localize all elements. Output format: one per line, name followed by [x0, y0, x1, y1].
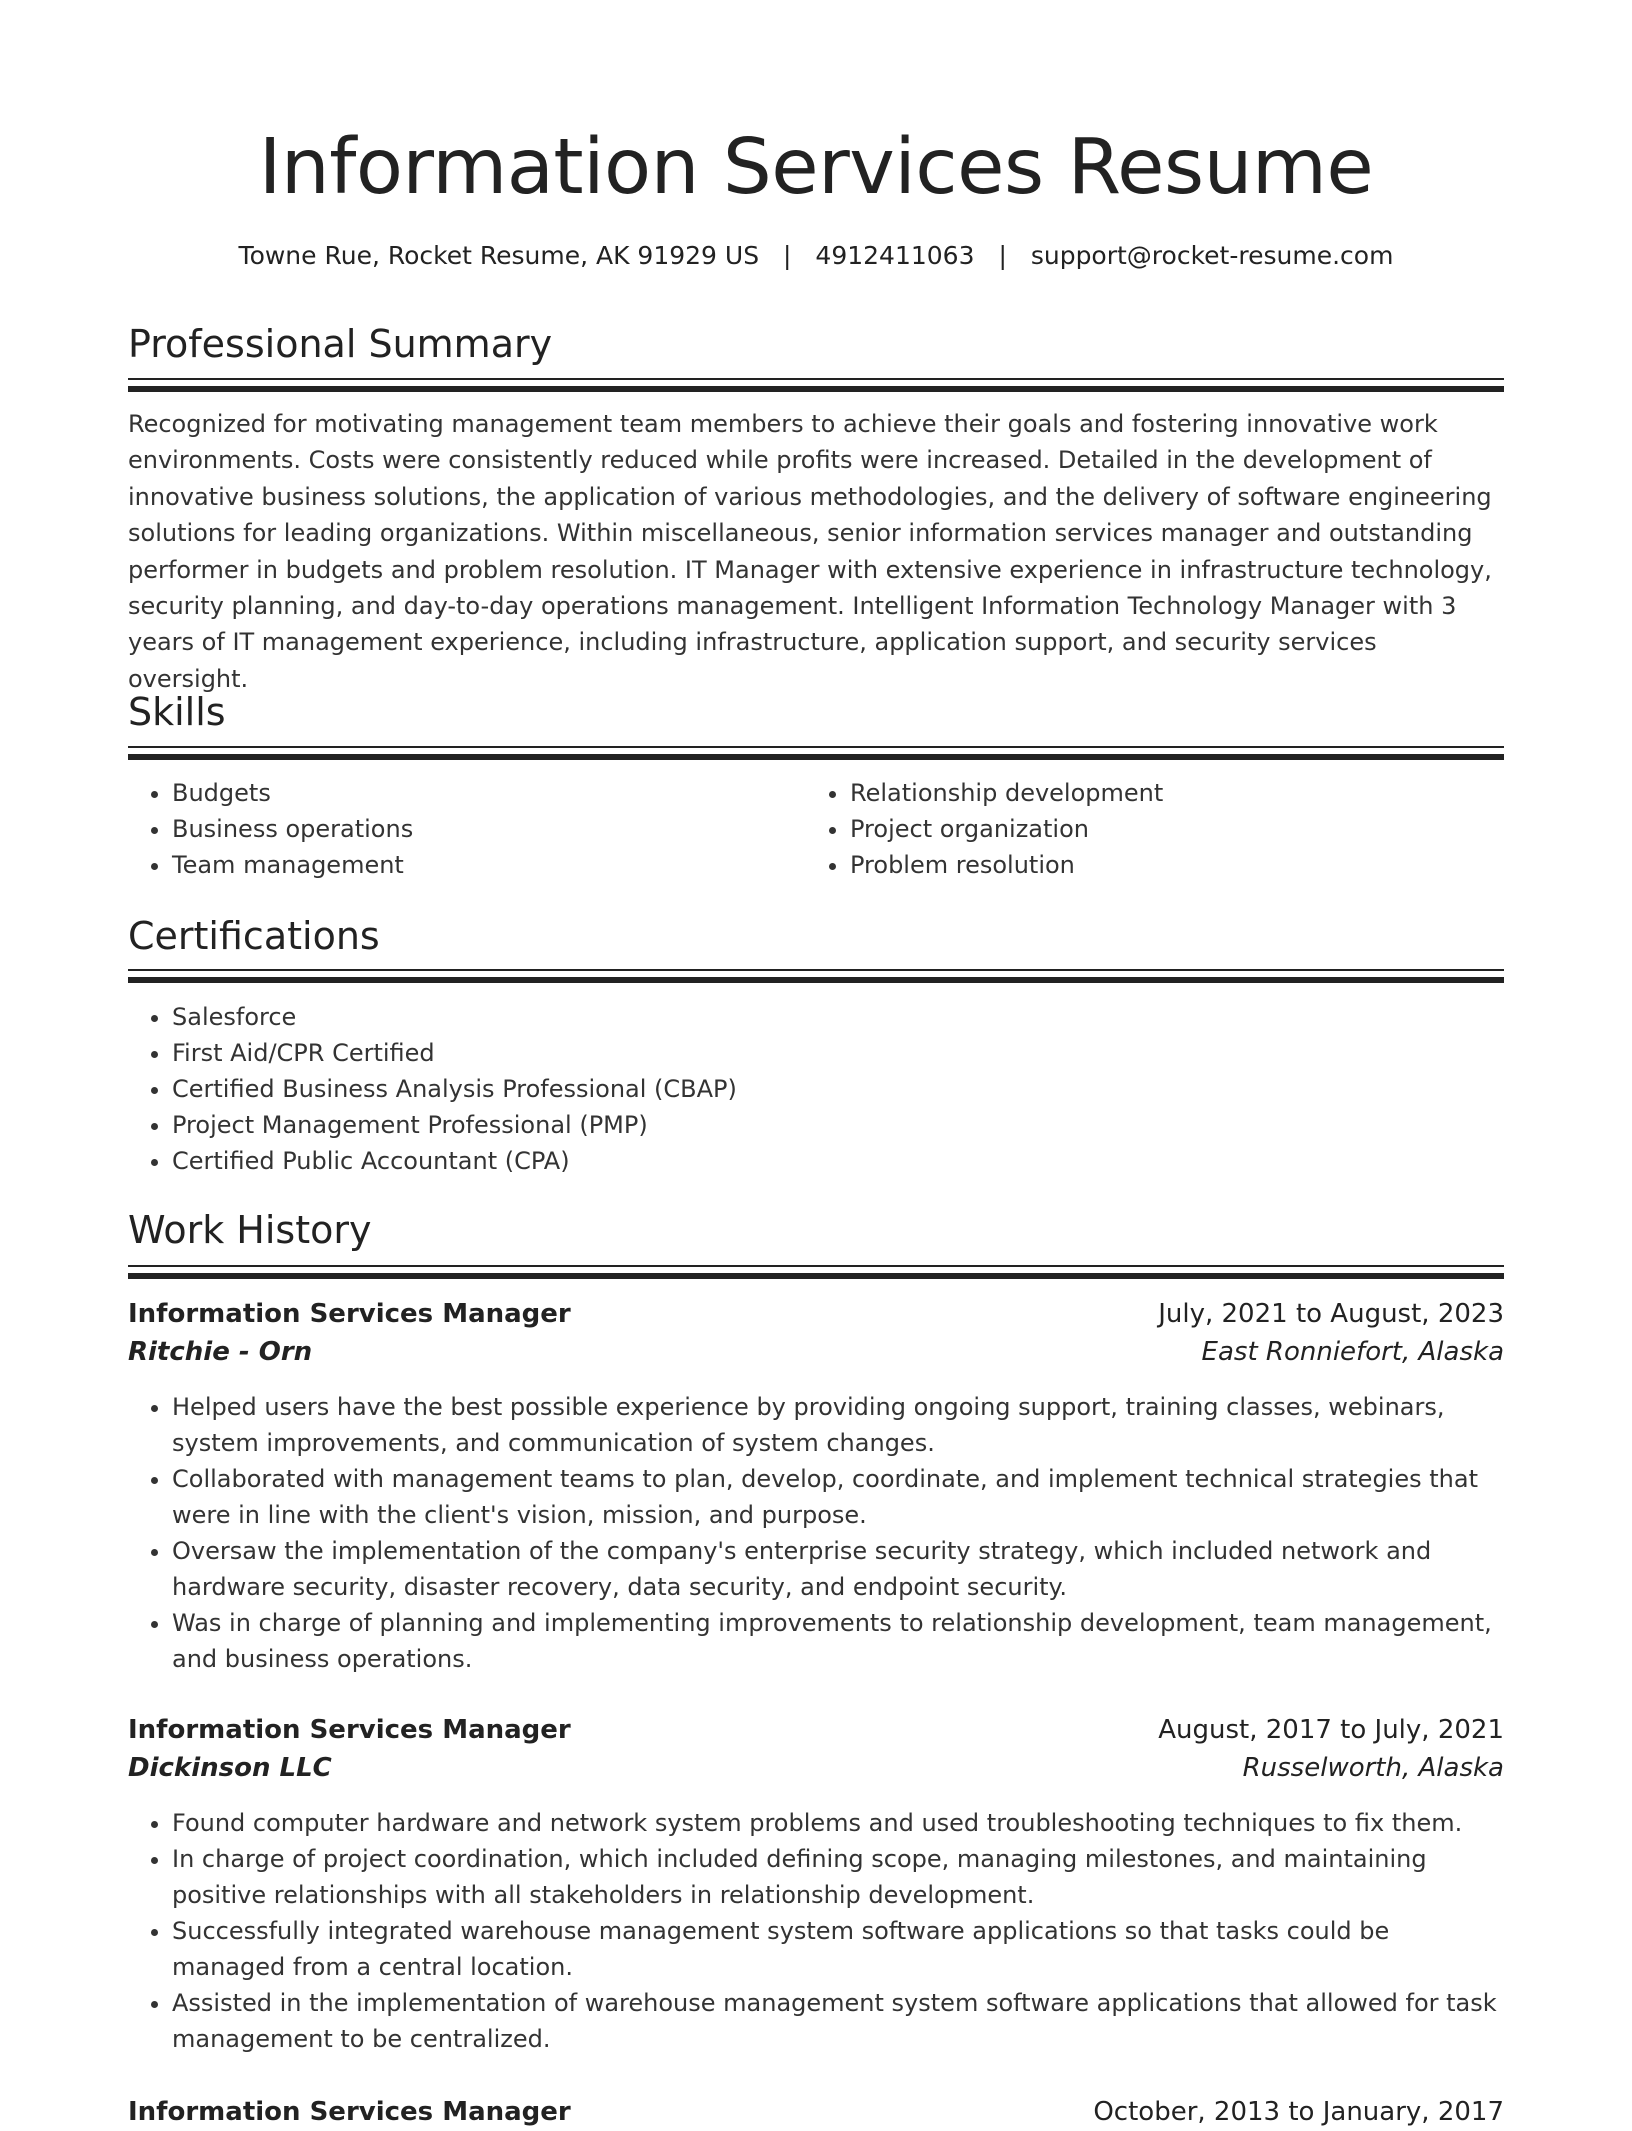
- job-title: Information Services Manager: [128, 1715, 571, 1745]
- certification-item: • Certified Public Accountant (CPA): [172, 1143, 1504, 1179]
- contact-phone: 4912411063: [815, 241, 975, 270]
- contact-address: Towne Rue, Rocket Resume, AK 91929 US: [238, 241, 760, 270]
- job-header: [128, 1711, 1504, 1783]
- skills-list-right: [806, 775, 1500, 883]
- section-divider: [128, 746, 1504, 760]
- job-duties: [128, 1805, 1504, 2057]
- duty-item: • Helped users have the best possible experience by providing ongoing support, training classes, webinars, system improvements, and communication of system changes.: [172, 1389, 1504, 1461]
- section-title-skills: Skills: [128, 690, 226, 734]
- section-title-certifications: Certifications: [128, 914, 380, 958]
- certification-item: • Salesforce: [172, 999, 1504, 1035]
- job-company: Ritchie - Orn: [128, 1337, 313, 1367]
- section-divider: [128, 1265, 1504, 1279]
- job-title: Information Services Manager: [128, 2097, 571, 2127]
- summary-text: Recognized for motivating management team members to achieve their goals and fostering innovative work environments. Costs were consistently reduced while profits were increased. Detailed in the development of innovative business solutions, the application of various methodologies, and the delivery of software engineering solutions for leading organizations. Within miscellaneous, senior information services manager and outstanding performer in budgets and problem resolution. IT Manager with extensive experience in infrastructure technology, security planning, and day-to-day operations management. Intelligent Information Technology Manager with 3 years of IT management experience, including infrastructure, application support, and security services oversight.: [128, 410, 1492, 693]
- certification-item: • First Aid/CPR Certified: [172, 1035, 1504, 1071]
- job-header: [128, 1295, 1504, 1367]
- job-dates: August, 2017 to July, 2021: [1158, 1715, 1504, 1745]
- certifications-list: [128, 999, 1504, 1179]
- skill-item: • Project organization: [850, 811, 1500, 847]
- duty-item: • Oversaw the implementation of the company's enterprise security strategy, which included network and hardware security, disaster recovery, data security, and endpoint security.: [172, 1533, 1504, 1605]
- section-title-work-history: Work History: [128, 1208, 372, 1252]
- section-divider: [128, 969, 1504, 983]
- resume-title: Information Services Resume: [258, 123, 1374, 212]
- duty-item: • Collaborated with management teams to plan, develop, coordinate, and implement technical strategies that were in line with the client's vision, mission, and purpose.: [172, 1461, 1504, 1533]
- skill-item: • Team management: [172, 847, 804, 883]
- job-location: Russelworth, Alaska: [1242, 1753, 1504, 1783]
- contact-separator: |: [998, 241, 1007, 270]
- section-title-summary: Professional Summary: [128, 322, 553, 366]
- certification-item: • Certified Business Analysis Professional (CBAP): [172, 1071, 1504, 1107]
- duty-item: • Found computer hardware and network system problems and used troubleshooting techniques to fix them.: [172, 1805, 1504, 1841]
- duty-item: • In charge of project coordination, which included defining scope, managing milestones, and maintaining positive relationships with all stakeholders in relationship development.: [172, 1841, 1504, 1913]
- job-dates: October, 2013 to January, 2017: [1093, 2097, 1504, 2127]
- job-header: [128, 2093, 1504, 2131]
- job-duties: [128, 1389, 1504, 1677]
- duty-item: • Was in charge of planning and implementing improvements to relationship development, team management, and business operations.: [172, 1605, 1504, 1677]
- contact-separator: |: [783, 241, 792, 270]
- contact-line: [128, 236, 1504, 276]
- contact-email: support@rocket-resume.com: [1030, 241, 1394, 270]
- section-divider: [128, 378, 1504, 392]
- job-dates: July, 2021 to August, 2023: [1158, 1299, 1504, 1329]
- duty-item: • Assisted in the implementation of warehouse management system software applications that allowed for task management to be centralized.: [172, 1985, 1504, 2057]
- skill-item: • Problem resolution: [850, 847, 1500, 883]
- skill-item: • Business operations: [172, 811, 804, 847]
- job-location: East Ronniefort, Alaska: [1201, 1337, 1504, 1367]
- duty-item: • Successfully integrated warehouse management system software applications so that tasks could be managed from a central location.: [172, 1913, 1504, 1985]
- skill-item: • Budgets: [172, 775, 804, 811]
- job-company: Dickinson LLC: [128, 1753, 332, 1783]
- skills-list-left: [128, 775, 804, 883]
- skill-item: • Relationship development: [850, 775, 1500, 811]
- job-title: Information Services Manager: [128, 1299, 571, 1329]
- certification-item: • Project Management Professional (PMP): [172, 1107, 1504, 1143]
